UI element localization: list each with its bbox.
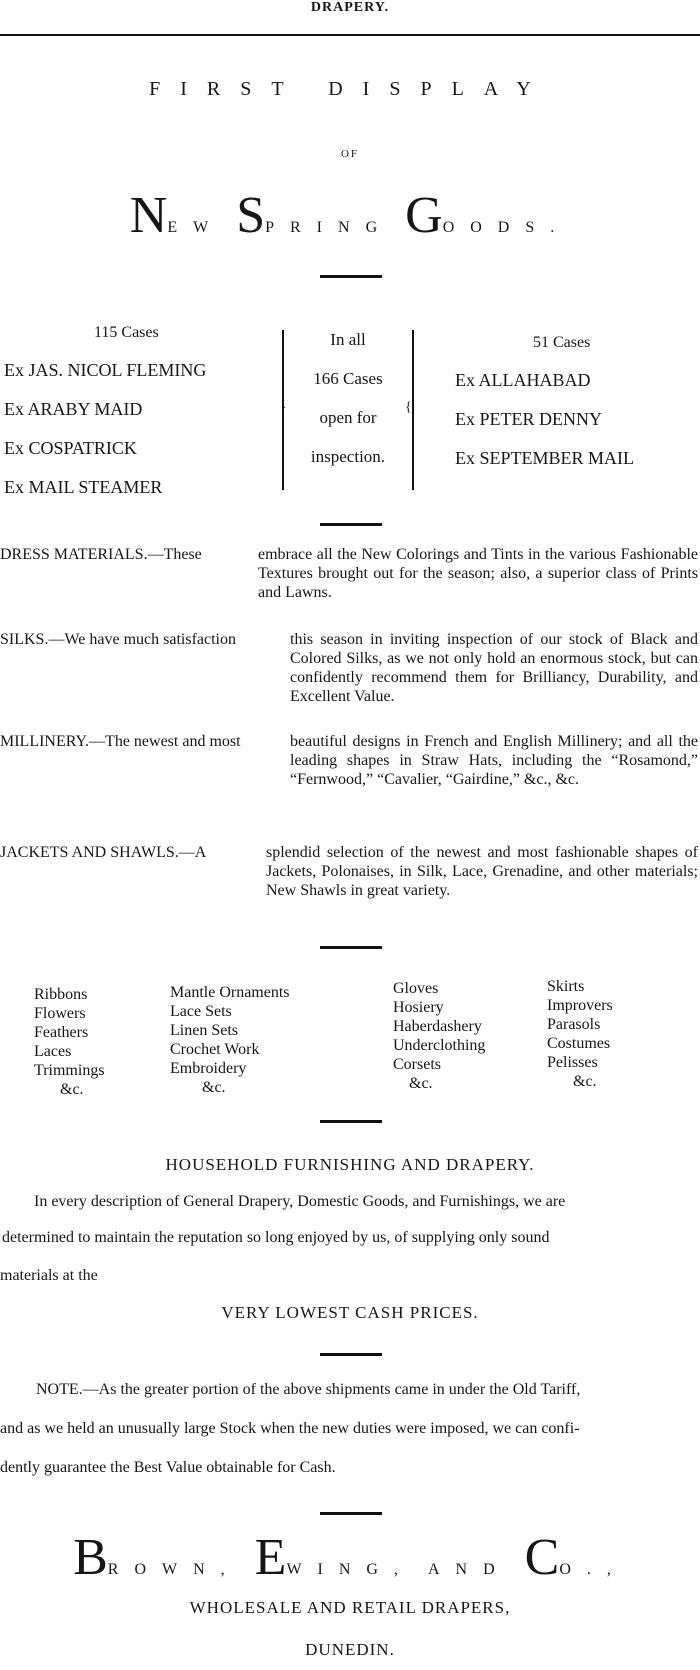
right-brace-point: { [405,400,412,415]
list-item: Parasols [547,1016,601,1033]
list-item: Flowers [34,1005,86,1022]
top-divider [0,34,700,36]
household-line: materials at the [0,1267,98,1284]
ship-name: Ex MAIL STEAMER [4,477,163,497]
ship-name: Ex COSPATRICK [4,438,137,458]
divider [320,1120,382,1123]
left-cases-header: 115 Cases [94,324,159,341]
list-item: Linen Sets [170,1022,238,1039]
silks-section [0,630,700,710]
section-title: DRAPERY. [310,0,390,15]
headline-initial-g: G [405,187,443,244]
firm-initial-b: B [73,1529,108,1586]
headline-oods: OODS. [442,219,571,236]
firm-initial-c: C [524,1529,560,1586]
section-lead: SILKS.—We have much satisfaction [0,631,236,648]
headline-ew: EW [167,219,225,236]
middle-line: In all [330,330,366,349]
firm-o: O., [559,1561,627,1578]
item-list-trimmings [34,985,105,1099]
middle-line: open for [319,408,377,427]
divider [320,523,382,526]
section-lead: MILLINERY.—The newest and most [0,733,241,750]
ship-name: Ex JAS. NICOL FLEMING [4,360,207,380]
middle-line: inspection. [310,447,386,466]
section-lead: JACKETS AND SHAWLS.—A [0,844,207,861]
list-item: Skirts [547,978,585,995]
household-title: HOUSEHOLD FURNISHING AND DRAPERY. [165,1155,535,1174]
list-item: Pelisses [547,1054,598,1071]
display-of: OF [340,148,360,160]
list-item: Haberdashery [393,1018,482,1035]
headline-initial-s: S [236,187,266,244]
note-line: NOTE.—As the greater portion of the above shipments came in under the Old Tariff, [36,1381,581,1398]
item-list-skirts [547,977,613,1091]
list-item: Underclothing [393,1037,486,1054]
household-line: determined to maintain the reputation so long enjoyed by us, of supplying only sound [2,1229,550,1246]
note-line: and as we held an unusually large Stock when the new duties were imposed, we can confi- [0,1420,580,1437]
note-line: dently guarantee the Best Value obtainable for Cash. [0,1459,336,1476]
list-item: Laces [34,1043,72,1060]
list-item: Lace Sets [170,1003,232,1020]
jackets-shawls-section [0,843,700,923]
list-item: Ribbons [34,986,88,1003]
ship-name: Ex ALLAHABAD [455,370,591,390]
firm-description: WHOLESALE AND RETAIL DRAPERS, [189,1598,511,1617]
cash-prices: VERY LOWEST CASH PRICES. [221,1303,479,1322]
section-text: embrace all the New Colorings and Tints in the various Fashionable Textures brought out for the season; also, a superior class of Prints and Lawns. [258,546,698,601]
list-item: &c. [202,1079,226,1096]
list-item: Gloves [393,980,439,997]
divider [320,275,382,278]
list-item: Costumes [547,1035,611,1052]
left-brace-point: } [280,400,287,415]
list-item: Feathers [34,1024,89,1041]
middle-line: 166 Cases [313,369,383,388]
firm-and: AND [427,1561,511,1578]
section-lead: DRESS MATERIALS.—These [0,546,202,563]
right-cases-header: 51 Cases [533,334,591,351]
middle-total [295,320,401,476]
list-item: Improvers [547,997,613,1014]
display-line: FIRST DISPLAY [149,78,551,100]
section-text: splendid selection of the newest and most fashionable shapes of Jackets, Polonaises, in Silk, Lace, Grenadine, and other materials; New Shawls in great variety. [266,844,698,899]
dress-materials-section [0,545,700,615]
list-item: Corsets [393,1056,441,1073]
firm-initial-e: E [254,1529,287,1586]
right-brace [412,330,414,490]
divider [320,1512,382,1515]
list-item: Mantle Ornaments [170,984,290,1001]
list-item: Hosiery [393,999,444,1016]
item-list-ornaments [170,983,290,1097]
ship-name: Ex PETER DENNY [455,409,602,429]
household-line: In every description of General Drapery, Domestic Goods, and Furnishings, we are [34,1193,566,1210]
headline-initial-n: N [129,187,168,244]
list-item: Crochet Work [170,1041,260,1058]
list-item: &c. [409,1075,433,1092]
section-text: beautiful designs in French and English Millinery; and all the leading shapes in Straw Hats, including the “Rosamond,” “Fernwood,” “Cavalier, “Gairdine,” &c., &c. [290,733,698,788]
firm-rown: ROWN, [107,1561,241,1578]
section-text: this season in inviting inspection of our stock of Black and Colored Silks, as we not only hold an enormous stock, but can confidently recommend them for Brilliancy, Durability, and Excellent Value. [290,631,698,705]
item-list-gloves [393,979,485,1093]
list-item: &c. [60,1081,84,1098]
firm-wing: WING, [286,1561,414,1578]
headline [0,186,700,246]
headline-pring: PRING [265,219,394,236]
ship-name: Ex SEPTEMBER MAIL [455,448,635,468]
divider [320,1353,382,1356]
list-item: &c. [573,1073,597,1090]
ship-name: Ex ARABY MAID [4,399,143,419]
list-item: Embroidery [170,1060,247,1077]
firm-name [0,1528,700,1592]
list-item: Trimmings [34,1062,105,1079]
firm-city: DUNEDIN. [305,1640,395,1659]
divider [320,946,382,949]
millinery-section [0,732,700,812]
